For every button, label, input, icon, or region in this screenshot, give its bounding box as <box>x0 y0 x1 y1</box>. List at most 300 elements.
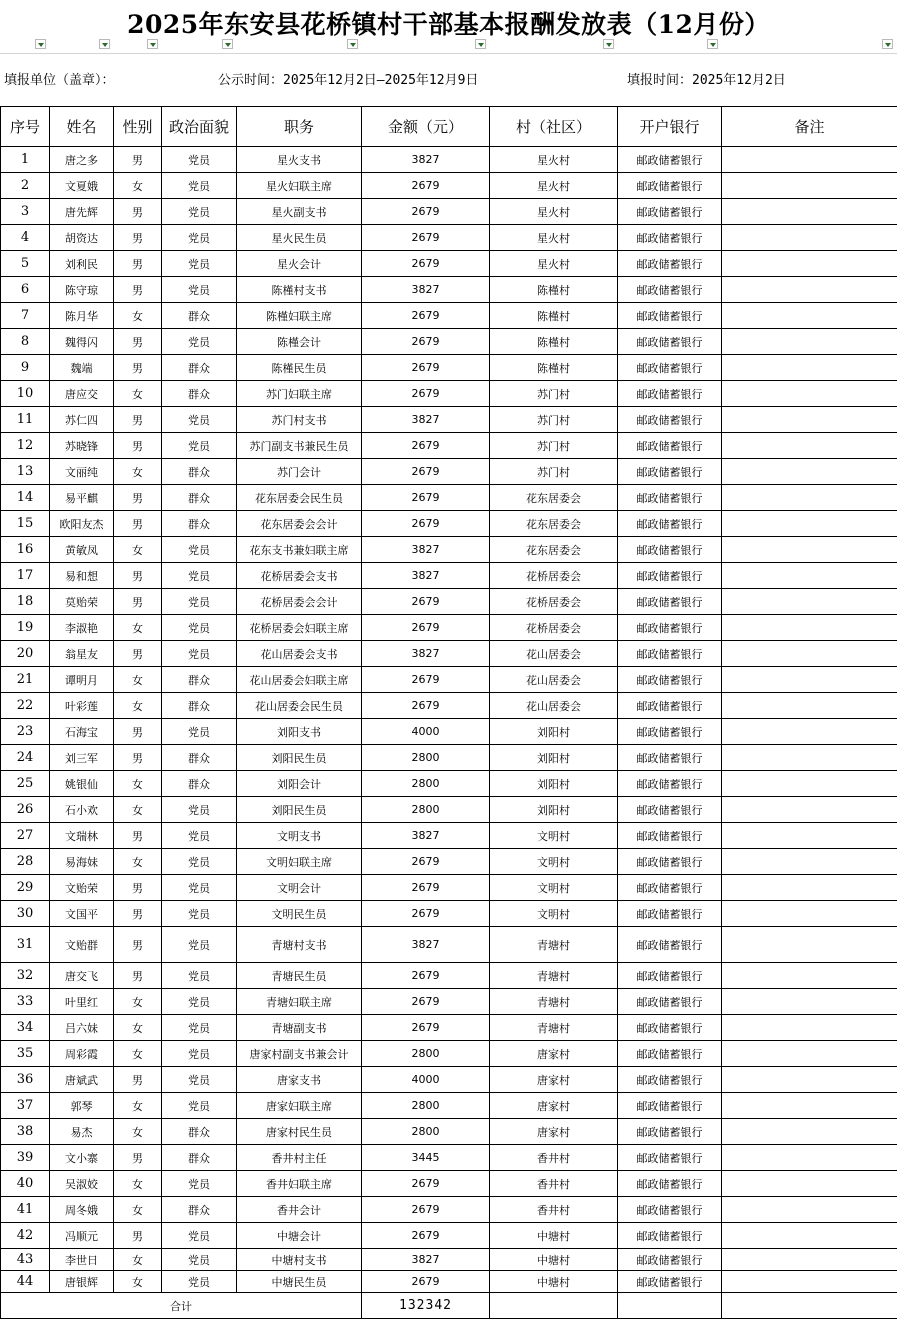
cell-amount[interactable]: 2679 <box>362 989 490 1015</box>
cell-gender[interactable]: 女 <box>114 693 162 719</box>
cell-seq[interactable]: 10 <box>1 381 50 407</box>
cell-name[interactable]: 易和想 <box>50 563 114 589</box>
cell-bank[interactable]: 邮政储蓄银行 <box>618 329 722 355</box>
cell-bank[interactable]: 邮政储蓄银行 <box>618 849 722 875</box>
cell-note[interactable] <box>722 1119 897 1145</box>
cell-bank[interactable]: 邮政储蓄银行 <box>618 1145 722 1171</box>
cell-gender[interactable]: 女 <box>114 989 162 1015</box>
cell-bank[interactable]: 邮政储蓄银行 <box>618 823 722 849</box>
cell-seq[interactable]: 28 <box>1 849 50 875</box>
cell-seq[interactable]: 34 <box>1 1015 50 1041</box>
cell-post[interactable]: 文明会计 <box>237 875 362 901</box>
cell-name[interactable]: 易杰 <box>50 1119 114 1145</box>
cell-name[interactable]: 胡资达 <box>50 225 114 251</box>
cell-gender[interactable]: 男 <box>114 641 162 667</box>
cell-seq[interactable]: 25 <box>1 771 50 797</box>
cell-amount[interactable]: 2679 <box>362 199 490 225</box>
filter-dropdown-icon[interactable] <box>707 39 718 49</box>
cell-gender[interactable]: 男 <box>114 563 162 589</box>
cell-party[interactable]: 党员 <box>162 927 237 963</box>
cell-post[interactable]: 花东居委会民生员 <box>237 485 362 511</box>
cell-bank[interactable]: 邮政储蓄银行 <box>618 225 722 251</box>
cell-post[interactable]: 香井村主任 <box>237 1145 362 1171</box>
cell-name[interactable]: 石小欢 <box>50 797 114 823</box>
cell-note[interactable] <box>722 537 897 563</box>
cell-gender[interactable]: 男 <box>114 485 162 511</box>
cell-post[interactable]: 刘阳支书 <box>237 719 362 745</box>
cell-seq[interactable]: 19 <box>1 615 50 641</box>
cell-amount[interactable]: 2679 <box>362 963 490 989</box>
cell-party[interactable]: 党员 <box>162 537 237 563</box>
cell-seq[interactable]: 24 <box>1 745 50 771</box>
cell-party[interactable]: 党员 <box>162 1223 237 1249</box>
filter-dropdown-icon[interactable] <box>222 39 233 49</box>
cell-village[interactable]: 文明村 <box>490 875 618 901</box>
cell-seq[interactable]: 3 <box>1 199 50 225</box>
cell-gender[interactable]: 男 <box>114 329 162 355</box>
cell-seq[interactable]: 31 <box>1 927 50 963</box>
cell-village[interactable]: 青塘村 <box>490 927 618 963</box>
cell-post[interactable]: 青塘村支书 <box>237 927 362 963</box>
cell-village[interactable]: 陈槿村 <box>490 329 618 355</box>
cell-gender[interactable]: 男 <box>114 277 162 303</box>
cell-note[interactable] <box>722 823 897 849</box>
cell-amount[interactable]: 2800 <box>362 1119 490 1145</box>
cell-name[interactable]: 文国平 <box>50 901 114 927</box>
cell-party[interactable]: 党员 <box>162 225 237 251</box>
cell-bank[interactable]: 邮政储蓄银行 <box>618 355 722 381</box>
cell-amount[interactable]: 2679 <box>362 251 490 277</box>
cell-bank[interactable]: 邮政储蓄银行 <box>618 303 722 329</box>
cell-post[interactable]: 花东支书兼妇联主席 <box>237 537 362 563</box>
cell-party[interactable]: 群众 <box>162 771 237 797</box>
cell-amount[interactable]: 2679 <box>362 433 490 459</box>
cell-amount[interactable]: 3827 <box>362 1249 490 1271</box>
cell-village[interactable]: 中塘村 <box>490 1249 618 1271</box>
cell-amount[interactable]: 2679 <box>362 381 490 407</box>
cell-party[interactable]: 群众 <box>162 355 237 381</box>
cell-name[interactable]: 李淑艳 <box>50 615 114 641</box>
cell-gender[interactable]: 女 <box>114 459 162 485</box>
cell-note[interactable] <box>722 225 897 251</box>
cell-party[interactable]: 党员 <box>162 1249 237 1271</box>
header-name[interactable]: 姓名 <box>50 107 114 147</box>
cell-name[interactable]: 文小寨 <box>50 1145 114 1171</box>
cell-party[interactable]: 群众 <box>162 693 237 719</box>
cell-post[interactable]: 香井会计 <box>237 1197 362 1223</box>
cell-gender[interactable]: 男 <box>114 745 162 771</box>
cell-post[interactable]: 中塘村支书 <box>237 1249 362 1271</box>
cell-amount[interactable]: 2679 <box>362 303 490 329</box>
cell-note[interactable] <box>722 459 897 485</box>
cell-amount[interactable]: 2679 <box>362 173 490 199</box>
cell-post[interactable]: 刘阳民生员 <box>237 797 362 823</box>
cell-note[interactable] <box>722 1041 897 1067</box>
cell-name[interactable]: 吴淑姣 <box>50 1171 114 1197</box>
cell-post[interactable]: 青塘妇联主席 <box>237 989 362 1015</box>
cell-gender[interactable]: 男 <box>114 1067 162 1093</box>
cell-seq[interactable]: 12 <box>1 433 50 459</box>
cell-name[interactable]: 唐交飞 <box>50 963 114 989</box>
cell-seq[interactable]: 44 <box>1 1271 50 1293</box>
cell-note[interactable] <box>722 901 897 927</box>
filter-dropdown-icon[interactable] <box>347 39 358 49</box>
cell-note[interactable] <box>722 381 897 407</box>
cell-post[interactable]: 唐家村副支书兼会计 <box>237 1041 362 1067</box>
cell-seq[interactable]: 35 <box>1 1041 50 1067</box>
filter-dropdown-icon[interactable] <box>603 39 614 49</box>
cell-gender[interactable]: 男 <box>114 251 162 277</box>
total-label[interactable]: 合计 <box>1 1293 362 1319</box>
cell-bank[interactable]: 邮政储蓄银行 <box>618 771 722 797</box>
filter-dropdown-icon[interactable] <box>99 39 110 49</box>
cell-note[interactable] <box>722 173 897 199</box>
cell-party[interactable]: 党员 <box>162 719 237 745</box>
cell-village[interactable]: 苏门村 <box>490 433 618 459</box>
cell-post[interactable]: 花山居委会妇联主席 <box>237 667 362 693</box>
cell-gender[interactable]: 男 <box>114 589 162 615</box>
cell-name[interactable]: 石海宝 <box>50 719 114 745</box>
cell-name[interactable]: 郭琴 <box>50 1093 114 1119</box>
cell-gender[interactable]: 女 <box>114 615 162 641</box>
filter-dropdown-icon[interactable] <box>147 39 158 49</box>
cell-post[interactable]: 中塘民生员 <box>237 1271 362 1293</box>
cell-amount[interactable]: 2679 <box>362 1223 490 1249</box>
cell-seq[interactable]: 36 <box>1 1067 50 1093</box>
cell-name[interactable]: 姚银仙 <box>50 771 114 797</box>
cell-bank[interactable]: 邮政储蓄银行 <box>618 251 722 277</box>
cell-bank[interactable]: 邮政储蓄银行 <box>618 589 722 615</box>
cell-village[interactable]: 苏门村 <box>490 459 618 485</box>
cell-seq[interactable]: 16 <box>1 537 50 563</box>
cell-party[interactable]: 党员 <box>162 1015 237 1041</box>
cell-party[interactable]: 党员 <box>162 173 237 199</box>
cell-village[interactable]: 刘阳村 <box>490 719 618 745</box>
cell-gender[interactable]: 男 <box>114 199 162 225</box>
cell-name[interactable]: 唐斌武 <box>50 1067 114 1093</box>
cell-post[interactable]: 唐家妇联主席 <box>237 1093 362 1119</box>
cell-name[interactable]: 莫贻荣 <box>50 589 114 615</box>
cell-name[interactable]: 文贻荣 <box>50 875 114 901</box>
cell-bank[interactable]: 邮政储蓄银行 <box>618 459 722 485</box>
cell-seq[interactable]: 20 <box>1 641 50 667</box>
cell-party[interactable]: 党员 <box>162 963 237 989</box>
cell-gender[interactable]: 男 <box>114 433 162 459</box>
cell-seq[interactable]: 17 <box>1 563 50 589</box>
cell-post[interactable]: 苏门会计 <box>237 459 362 485</box>
cell-bank[interactable]: 邮政储蓄银行 <box>618 875 722 901</box>
cell-gender[interactable]: 女 <box>114 667 162 693</box>
cell-seq[interactable]: 18 <box>1 589 50 615</box>
cell-party[interactable]: 党员 <box>162 901 237 927</box>
cell-gender[interactable]: 女 <box>114 849 162 875</box>
cell-party[interactable]: 党员 <box>162 1271 237 1293</box>
cell-note[interactable] <box>722 277 897 303</box>
cell-note[interactable] <box>722 1015 897 1041</box>
cell-bank[interactable]: 邮政储蓄银行 <box>618 381 722 407</box>
cell-gender[interactable]: 女 <box>114 1015 162 1041</box>
cell-post[interactable]: 唐家村民生员 <box>237 1119 362 1145</box>
cell-post[interactable]: 花东居委会会计 <box>237 511 362 537</box>
cell-amount[interactable]: 3827 <box>362 537 490 563</box>
cell-village[interactable]: 青塘村 <box>490 989 618 1015</box>
cell-seq[interactable]: 29 <box>1 875 50 901</box>
cell-note[interactable] <box>722 511 897 537</box>
cell-bank[interactable]: 邮政储蓄银行 <box>618 693 722 719</box>
cell-village[interactable]: 陈槿村 <box>490 303 618 329</box>
cell-amount[interactable]: 2679 <box>362 459 490 485</box>
cell-name[interactable]: 唐银辉 <box>50 1271 114 1293</box>
cell-seq[interactable]: 42 <box>1 1223 50 1249</box>
cell-name[interactable]: 吕六妹 <box>50 1015 114 1041</box>
cell-amount[interactable]: 2679 <box>362 849 490 875</box>
cell-seq[interactable]: 4 <box>1 225 50 251</box>
cell-seq[interactable]: 27 <box>1 823 50 849</box>
cell-post[interactable]: 星火妇联主席 <box>237 173 362 199</box>
cell-name[interactable]: 黄敏凤 <box>50 537 114 563</box>
cell-gender[interactable]: 女 <box>114 303 162 329</box>
cell-amount[interactable]: 2679 <box>362 355 490 381</box>
cell-bank[interactable]: 邮政储蓄银行 <box>618 901 722 927</box>
cell-amount[interactable]: 2800 <box>362 771 490 797</box>
cell-amount[interactable]: 2679 <box>362 875 490 901</box>
cell-seq[interactable]: 43 <box>1 1249 50 1271</box>
header-party[interactable]: 政治面貌 <box>162 107 237 147</box>
cell-bank[interactable]: 邮政储蓄银行 <box>618 615 722 641</box>
cell-post[interactable]: 星火会计 <box>237 251 362 277</box>
cell-amount[interactable]: 2679 <box>362 667 490 693</box>
total-note-cell[interactable] <box>722 1293 897 1319</box>
cell-seq[interactable]: 8 <box>1 329 50 355</box>
cell-note[interactable] <box>722 1197 897 1223</box>
cell-seq[interactable]: 2 <box>1 173 50 199</box>
cell-amount[interactable]: 2679 <box>362 485 490 511</box>
cell-bank[interactable]: 邮政储蓄银行 <box>618 485 722 511</box>
cell-amount[interactable]: 2679 <box>362 225 490 251</box>
cell-name[interactable]: 苏晓锋 <box>50 433 114 459</box>
cell-amount[interactable]: 2679 <box>362 1197 490 1223</box>
cell-post[interactable]: 花桥居委会支书 <box>237 563 362 589</box>
cell-post[interactable]: 文明支书 <box>237 823 362 849</box>
cell-amount[interactable]: 3827 <box>362 277 490 303</box>
cell-gender[interactable]: 女 <box>114 1271 162 1293</box>
cell-village[interactable]: 花桥居委会 <box>490 615 618 641</box>
cell-post[interactable]: 星火支书 <box>237 147 362 173</box>
header-gender[interactable]: 性别 <box>114 107 162 147</box>
cell-amount[interactable]: 2800 <box>362 745 490 771</box>
cell-post[interactable]: 苏门副支书兼民生员 <box>237 433 362 459</box>
cell-note[interactable] <box>722 667 897 693</box>
cell-gender[interactable]: 女 <box>114 1171 162 1197</box>
cell-bank[interactable]: 邮政储蓄银行 <box>618 1223 722 1249</box>
cell-party[interactable]: 党员 <box>162 615 237 641</box>
cell-note[interactable] <box>722 615 897 641</box>
cell-gender[interactable]: 女 <box>114 1197 162 1223</box>
cell-amount[interactable]: 3445 <box>362 1145 490 1171</box>
cell-seq[interactable]: 22 <box>1 693 50 719</box>
cell-gender[interactable]: 男 <box>114 901 162 927</box>
cell-note[interactable] <box>722 927 897 963</box>
cell-village[interactable]: 花东居委会 <box>490 511 618 537</box>
cell-village[interactable]: 花东居委会 <box>490 537 618 563</box>
cell-gender[interactable]: 女 <box>114 173 162 199</box>
cell-village[interactable]: 文明村 <box>490 849 618 875</box>
cell-gender[interactable]: 男 <box>114 511 162 537</box>
header-note[interactable]: 备注 <box>722 107 897 147</box>
cell-bank[interactable]: 邮政储蓄银行 <box>618 797 722 823</box>
cell-village[interactable]: 香井村 <box>490 1145 618 1171</box>
cell-gender[interactable]: 男 <box>114 407 162 433</box>
cell-post[interactable]: 苏门村支书 <box>237 407 362 433</box>
cell-amount[interactable]: 2800 <box>362 797 490 823</box>
cell-post[interactable]: 文明妇联主席 <box>237 849 362 875</box>
cell-amount[interactable]: 3827 <box>362 927 490 963</box>
header-amount[interactable]: 金额（元） <box>362 107 490 147</box>
cell-party[interactable]: 党员 <box>162 563 237 589</box>
cell-bank[interactable]: 邮政储蓄银行 <box>618 1171 722 1197</box>
cell-bank[interactable]: 邮政储蓄银行 <box>618 1119 722 1145</box>
cell-village[interactable]: 文明村 <box>490 901 618 927</box>
cell-seq[interactable]: 30 <box>1 901 50 927</box>
cell-seq[interactable]: 41 <box>1 1197 50 1223</box>
cell-note[interactable] <box>722 875 897 901</box>
cell-bank[interactable]: 邮政储蓄银行 <box>618 1249 722 1271</box>
cell-note[interactable] <box>722 433 897 459</box>
cell-gender[interactable]: 女 <box>114 1119 162 1145</box>
cell-note[interactable] <box>722 251 897 277</box>
cell-amount[interactable]: 3827 <box>362 147 490 173</box>
cell-post[interactable]: 中塘会计 <box>237 1223 362 1249</box>
cell-name[interactable]: 李世日 <box>50 1249 114 1271</box>
cell-party[interactable]: 群众 <box>162 667 237 693</box>
cell-gender[interactable]: 女 <box>114 771 162 797</box>
cell-note[interactable] <box>722 1145 897 1171</box>
cell-post[interactable]: 花山居委会支书 <box>237 641 362 667</box>
cell-bank[interactable]: 邮政储蓄银行 <box>618 407 722 433</box>
cell-seq[interactable]: 6 <box>1 277 50 303</box>
cell-name[interactable]: 陈月华 <box>50 303 114 329</box>
header-seq[interactable]: 序号 <box>1 107 50 147</box>
cell-post[interactable]: 刘阳民生员 <box>237 745 362 771</box>
cell-party[interactable]: 群众 <box>162 511 237 537</box>
cell-post[interactable]: 星火副支书 <box>237 199 362 225</box>
cell-name[interactable]: 刘三军 <box>50 745 114 771</box>
cell-note[interactable] <box>722 693 897 719</box>
cell-amount[interactable]: 2679 <box>362 1171 490 1197</box>
cell-party[interactable]: 党员 <box>162 147 237 173</box>
cell-party[interactable]: 党员 <box>162 1093 237 1119</box>
cell-bank[interactable]: 邮政储蓄银行 <box>618 199 722 225</box>
cell-note[interactable] <box>722 1223 897 1249</box>
cell-note[interactable] <box>722 485 897 511</box>
cell-name[interactable]: 陈守琼 <box>50 277 114 303</box>
cell-party[interactable]: 党员 <box>162 1067 237 1093</box>
cell-note[interactable] <box>722 849 897 875</box>
cell-name[interactable]: 欧阳友杰 <box>50 511 114 537</box>
cell-name[interactable]: 刘利民 <box>50 251 114 277</box>
cell-bank[interactable]: 邮政储蓄银行 <box>618 927 722 963</box>
cell-bank[interactable]: 邮政储蓄银行 <box>618 667 722 693</box>
cell-bank[interactable]: 邮政储蓄银行 <box>618 989 722 1015</box>
cell-village[interactable]: 文明村 <box>490 823 618 849</box>
cell-party[interactable]: 党员 <box>162 1041 237 1067</box>
cell-bank[interactable]: 邮政储蓄银行 <box>618 173 722 199</box>
cell-amount[interactable]: 4000 <box>362 719 490 745</box>
cell-party[interactable]: 党员 <box>162 1171 237 1197</box>
cell-name[interactable]: 唐应交 <box>50 381 114 407</box>
cell-seq[interactable]: 39 <box>1 1145 50 1171</box>
cell-bank[interactable]: 邮政储蓄银行 <box>618 537 722 563</box>
cell-party[interactable]: 群众 <box>162 459 237 485</box>
cell-bank[interactable]: 邮政储蓄银行 <box>618 277 722 303</box>
cell-name[interactable]: 文瑞林 <box>50 823 114 849</box>
cell-gender[interactable]: 男 <box>114 875 162 901</box>
cell-note[interactable] <box>722 355 897 381</box>
cell-name[interactable]: 魏端 <box>50 355 114 381</box>
cell-note[interactable] <box>722 1171 897 1197</box>
cell-village[interactable]: 青塘村 <box>490 963 618 989</box>
cell-amount[interactable]: 3827 <box>362 823 490 849</box>
cell-seq[interactable]: 9 <box>1 355 50 381</box>
cell-village[interactable]: 香井村 <box>490 1197 618 1223</box>
cell-gender[interactable]: 男 <box>114 147 162 173</box>
cell-seq[interactable]: 7 <box>1 303 50 329</box>
header-village[interactable]: 村（社区） <box>490 107 618 147</box>
cell-gender[interactable]: 男 <box>114 719 162 745</box>
cell-party[interactable]: 党员 <box>162 641 237 667</box>
cell-bank[interactable]: 邮政储蓄银行 <box>618 1197 722 1223</box>
cell-party[interactable]: 党员 <box>162 251 237 277</box>
cell-name[interactable]: 文丽纯 <box>50 459 114 485</box>
cell-party[interactable]: 群众 <box>162 1145 237 1171</box>
cell-amount[interactable]: 2679 <box>362 511 490 537</box>
cell-name[interactable]: 苏仁四 <box>50 407 114 433</box>
cell-seq[interactable]: 1 <box>1 147 50 173</box>
cell-party[interactable]: 党员 <box>162 875 237 901</box>
cell-party[interactable]: 党员 <box>162 823 237 849</box>
cell-bank[interactable]: 邮政储蓄银行 <box>618 963 722 989</box>
cell-party[interactable]: 党员 <box>162 329 237 355</box>
cell-bank[interactable]: 邮政储蓄银行 <box>618 1067 722 1093</box>
cell-name[interactable]: 谭明月 <box>50 667 114 693</box>
cell-party[interactable]: 群众 <box>162 381 237 407</box>
cell-name[interactable]: 易海妹 <box>50 849 114 875</box>
cell-amount[interactable]: 2679 <box>362 693 490 719</box>
cell-village[interactable]: 中塘村 <box>490 1271 618 1293</box>
cell-village[interactable]: 花山居委会 <box>490 667 618 693</box>
cell-village[interactable]: 刘阳村 <box>490 797 618 823</box>
cell-post[interactable]: 陈槿会计 <box>237 329 362 355</box>
filter-dropdown-icon[interactable] <box>35 39 46 49</box>
cell-bank[interactable]: 邮政储蓄银行 <box>618 641 722 667</box>
cell-seq[interactable]: 14 <box>1 485 50 511</box>
cell-bank[interactable]: 邮政储蓄银行 <box>618 563 722 589</box>
cell-party[interactable]: 党员 <box>162 433 237 459</box>
cell-post[interactable]: 苏门妇联主席 <box>237 381 362 407</box>
cell-seq[interactable]: 5 <box>1 251 50 277</box>
cell-gender[interactable]: 男 <box>114 355 162 381</box>
cell-name[interactable]: 冯顺元 <box>50 1223 114 1249</box>
cell-seq[interactable]: 37 <box>1 1093 50 1119</box>
cell-bank[interactable]: 邮政储蓄银行 <box>618 1041 722 1067</box>
filter-dropdown-icon[interactable] <box>475 39 486 49</box>
cell-amount[interactable]: 2800 <box>362 1093 490 1119</box>
header-post[interactable]: 职务 <box>237 107 362 147</box>
cell-bank[interactable]: 邮政储蓄银行 <box>618 1093 722 1119</box>
cell-note[interactable] <box>722 589 897 615</box>
cell-note[interactable] <box>722 719 897 745</box>
cell-amount[interactable]: 2679 <box>362 615 490 641</box>
